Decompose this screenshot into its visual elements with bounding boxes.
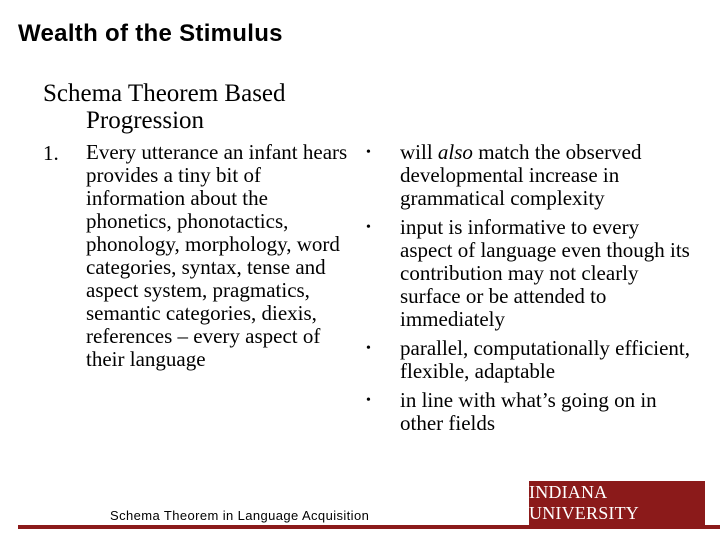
bullet-item bbox=[366, 337, 696, 383]
bullet-icon: • bbox=[366, 393, 371, 408]
logo-text: INDIANA UNIVERSITY bbox=[529, 482, 639, 523]
bullet-icon: • bbox=[366, 341, 371, 356]
section-heading-line-2: Progression bbox=[86, 107, 205, 134]
bullet-text-post: match the observed developmental increase in grammatical complexity bbox=[400, 140, 642, 210]
bullet-text: parallel, computationally efficient, flexible, adaptable bbox=[400, 336, 691, 383]
footer-divider bbox=[18, 525, 720, 529]
section-heading-line-1: Schema Theorem Based bbox=[43, 80, 286, 107]
slide-title: Wealth of the Stimulus bbox=[18, 20, 283, 47]
bullet-text-emphasis: also bbox=[437, 140, 473, 164]
left-column-text: Every utterance an infant hears provides a tiny bit of information about the phonetics, phonotactics, phonology, morphology, word categories, syntax, tense and aspect system, pragmatics, semantic categories, diexis, references – every aspect of their language bbox=[86, 140, 348, 371]
bullet-item bbox=[366, 216, 696, 331]
bullet-text: input is informative to every aspect of language even though its contribution may not clearly surface or be attended to immediately bbox=[400, 215, 690, 331]
bullet-list bbox=[366, 141, 696, 441]
bullet-text: in line with what’s going on in other fields bbox=[400, 388, 657, 435]
section-heading bbox=[43, 80, 363, 134]
indiana-university-logo bbox=[529, 481, 705, 525]
list-number: 1. bbox=[43, 141, 59, 165]
bullet-icon: • bbox=[366, 145, 371, 160]
bullet-text-pre: will bbox=[400, 140, 438, 164]
bullet-item bbox=[366, 141, 696, 210]
bullet-icon: • bbox=[366, 220, 371, 235]
footer-caption: Schema Theorem in Language Acquisition bbox=[110, 508, 370, 523]
bullet-item bbox=[366, 389, 696, 435]
